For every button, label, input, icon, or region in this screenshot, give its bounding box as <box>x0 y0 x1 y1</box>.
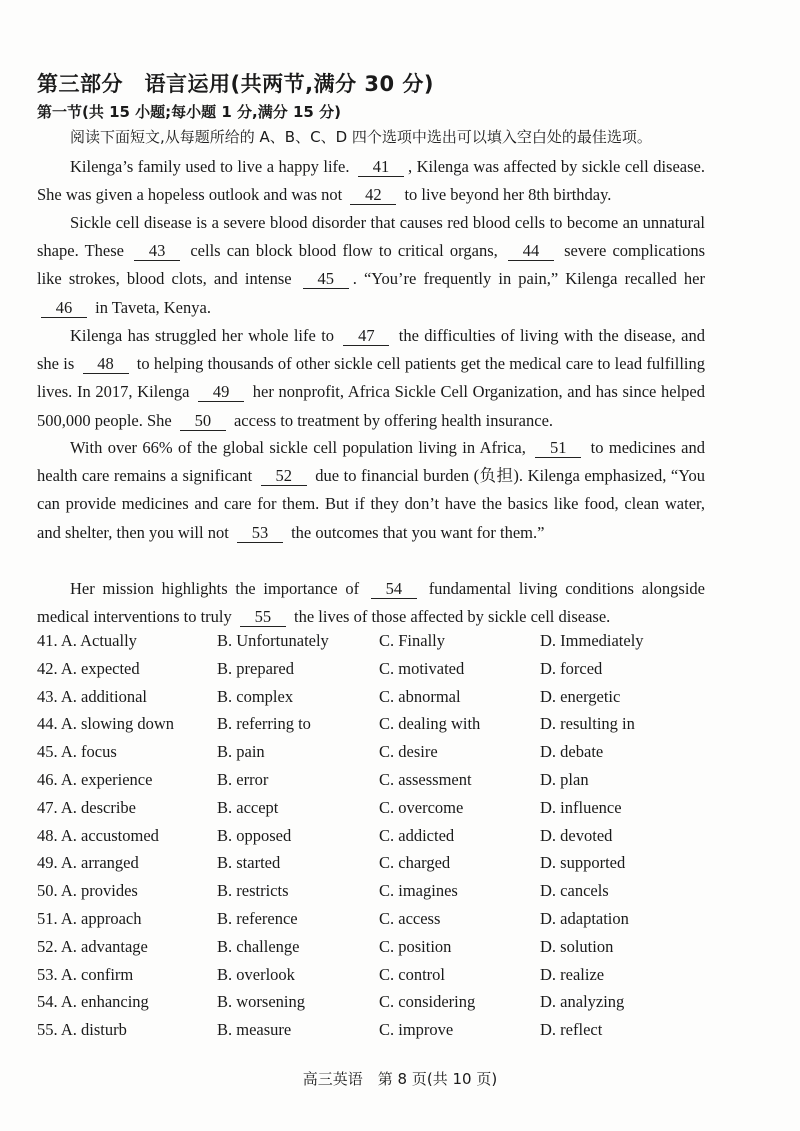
option-b: B. pain <box>217 742 265 762</box>
text: to medicines and health care remains a significant <box>37 438 706 486</box>
option-b: B. complex <box>217 686 294 706</box>
blank-44: 44 <box>508 242 554 261</box>
option-c: C. Finally <box>379 631 446 650</box>
paragraph-5 <box>37 575 705 631</box>
instruction: 阅读下面短文,从每题所给的 A、B、C、D 四个选项中选出可以填入空白处的最佳选项。 <box>70 128 652 146</box>
option-b: B. overlook <box>217 964 295 984</box>
paragraph-3 <box>37 322 705 435</box>
text: the outcomes that you want for them.” <box>291 522 545 542</box>
option-b: B. accept <box>217 797 279 817</box>
paragraph-2 <box>37 209 705 322</box>
text: , Kilenga was affected by sickle cell disease. She was given a hopeless outlook and was not <box>37 157 705 205</box>
option-b: B. error <box>217 769 269 789</box>
option-c: C. access <box>379 908 441 928</box>
text: Kilenga’s family used to live a happy life. <box>70 157 350 176</box>
subsection-title: 第一节(共 15 小题;每小题 1 分,满分 15 分) <box>37 103 341 121</box>
text: the lives of those affected by sickle cell disease. <box>294 607 611 627</box>
paragraph-4 <box>37 434 705 547</box>
option-c: C. dealing with <box>379 714 481 734</box>
option-b: B. referring to <box>217 714 311 734</box>
option-c: C. desire <box>379 742 438 762</box>
option-b: B. worsening <box>217 992 305 1012</box>
blank-42: 42 <box>350 186 396 205</box>
option-b: B. Unfortunately <box>217 631 329 650</box>
option-a: 43. A. additional <box>37 686 147 706</box>
text: cells can block blood flow to critical organs, <box>190 241 498 261</box>
text: Kilenga has struggled her whole life to <box>70 326 335 345</box>
option-a: 44. A. slowing down <box>37 714 175 734</box>
option-d: D. influence <box>540 797 622 817</box>
option-c: C. control <box>379 964 445 984</box>
option-c: C. position <box>379 936 452 956</box>
blank-47: 47 <box>343 327 389 346</box>
text: fundamental living conditions alongside medical interventions to truly <box>37 579 705 627</box>
option-d: D. supported <box>540 853 626 873</box>
option-d: D. plan <box>540 769 589 789</box>
option-d: D. devoted <box>540 825 613 845</box>
option-b: B. opposed <box>217 825 292 845</box>
blank-46: 46 <box>41 299 87 318</box>
option-a: 48. A. accustomed <box>37 825 159 845</box>
option-c: C. abnormal <box>379 686 461 706</box>
paragraph-1 <box>37 153 705 209</box>
blank-55: 55 <box>240 608 286 627</box>
option-a: 54. A. enhancing <box>37 992 149 1012</box>
option-d: D. debate <box>540 742 604 762</box>
option-d: D. adaptation <box>540 908 629 928</box>
blank-43: 43 <box>134 242 180 261</box>
option-c: C. charged <box>379 853 451 873</box>
text: Sickle cell disease is a severe blood disorder that causes red blood cells to become an unnatural shape. These <box>37 213 705 261</box>
option-b: B. restricts <box>217 881 289 901</box>
option-c: C. motivated <box>379 658 465 678</box>
option-a: 41. A. Actually <box>37 631 137 650</box>
option-d: D. analyzing <box>540 992 625 1012</box>
blank-45: 45 <box>303 270 349 289</box>
option-a: 45. A. focus <box>37 742 117 762</box>
option-c: C. addicted <box>379 825 455 845</box>
option-a: 53. A. confirm <box>37 964 134 984</box>
text: in Taveta, Kenya. <box>95 297 211 317</box>
option-a: 49. A. arranged <box>37 853 139 873</box>
option-c: C. overcome <box>379 797 464 817</box>
option-d: D. Immediately <box>540 631 644 650</box>
option-c: C. assessment <box>379 769 472 789</box>
blank-54: 54 <box>371 580 417 599</box>
text: With over 66% of the global sickle cell population living in Africa, <box>70 438 526 457</box>
option-a: 42. A. expected <box>37 658 140 678</box>
text: her nonprofit, Africa Sickle Cell Organization, and has since helped 500,000 people. She <box>37 382 706 430</box>
text: due to financial burden (负担). Kilenga emphasized, “You can provide medicines and care for them. But if they don’t have the basics like food, clean water, and shelter, then you will not <box>37 466 705 542</box>
section-title: 第三部分 语言运用(共两节,满分 30 分) <box>37 72 435 96</box>
text: Her mission highlights the importance of <box>70 579 360 598</box>
text: to live beyond her 8th birthday. <box>404 185 612 205</box>
option-a: 55. A. disturb <box>37 1020 127 1040</box>
option-d: D. reflect <box>540 1020 603 1040</box>
option-d: D. energetic <box>540 686 621 706</box>
text: the difficulties of living with the disease, and she is <box>37 326 705 374</box>
option-d: D. realize <box>540 964 605 984</box>
blank-53: 53 <box>237 524 283 543</box>
option-d: D. solution <box>540 936 614 956</box>
option-d: D. cancels <box>540 881 609 901</box>
page-footer: 高三英语 第 8 页(共 10 页) <box>302 1070 498 1088</box>
option-b: B. measure <box>217 1020 292 1040</box>
option-c: C. improve <box>379 1020 454 1040</box>
option-a: 50. A. provides <box>37 881 138 901</box>
text: severe complications like strokes, blood clots, and intense <box>37 241 706 289</box>
option-b: B. prepared <box>217 658 294 678</box>
text: access to treatment by offering health insurance. <box>233 410 554 430</box>
option-b: B. started <box>217 853 281 873</box>
blank-50: 50 <box>180 412 226 431</box>
blank-41: 41 <box>358 158 404 177</box>
text: to helping thousands of other sickle cell patients get the medical care to lead fulfilling lives. In 2017, Kilenga <box>37 354 706 402</box>
option-c: C. imagines <box>379 881 458 901</box>
option-a: 52. A. advantage <box>37 936 148 956</box>
option-d: D. resulting in <box>540 714 635 734</box>
option-c: C. considering <box>379 992 476 1012</box>
text: . “You’re frequently in pain,” Kilenga recalled her <box>352 269 705 289</box>
option-d: D. forced <box>540 658 603 678</box>
option-b: B. challenge <box>217 936 300 956</box>
option-a: 47. A. describe <box>37 797 136 817</box>
blank-49: 49 <box>198 383 244 402</box>
option-a: 51. A. approach <box>37 908 142 928</box>
option-b: B. reference <box>217 908 298 928</box>
blank-48: 48 <box>83 355 129 374</box>
blank-52: 52 <box>261 467 307 486</box>
blank-51: 51 <box>535 439 581 458</box>
option-a: 46. A. experience <box>37 769 153 789</box>
